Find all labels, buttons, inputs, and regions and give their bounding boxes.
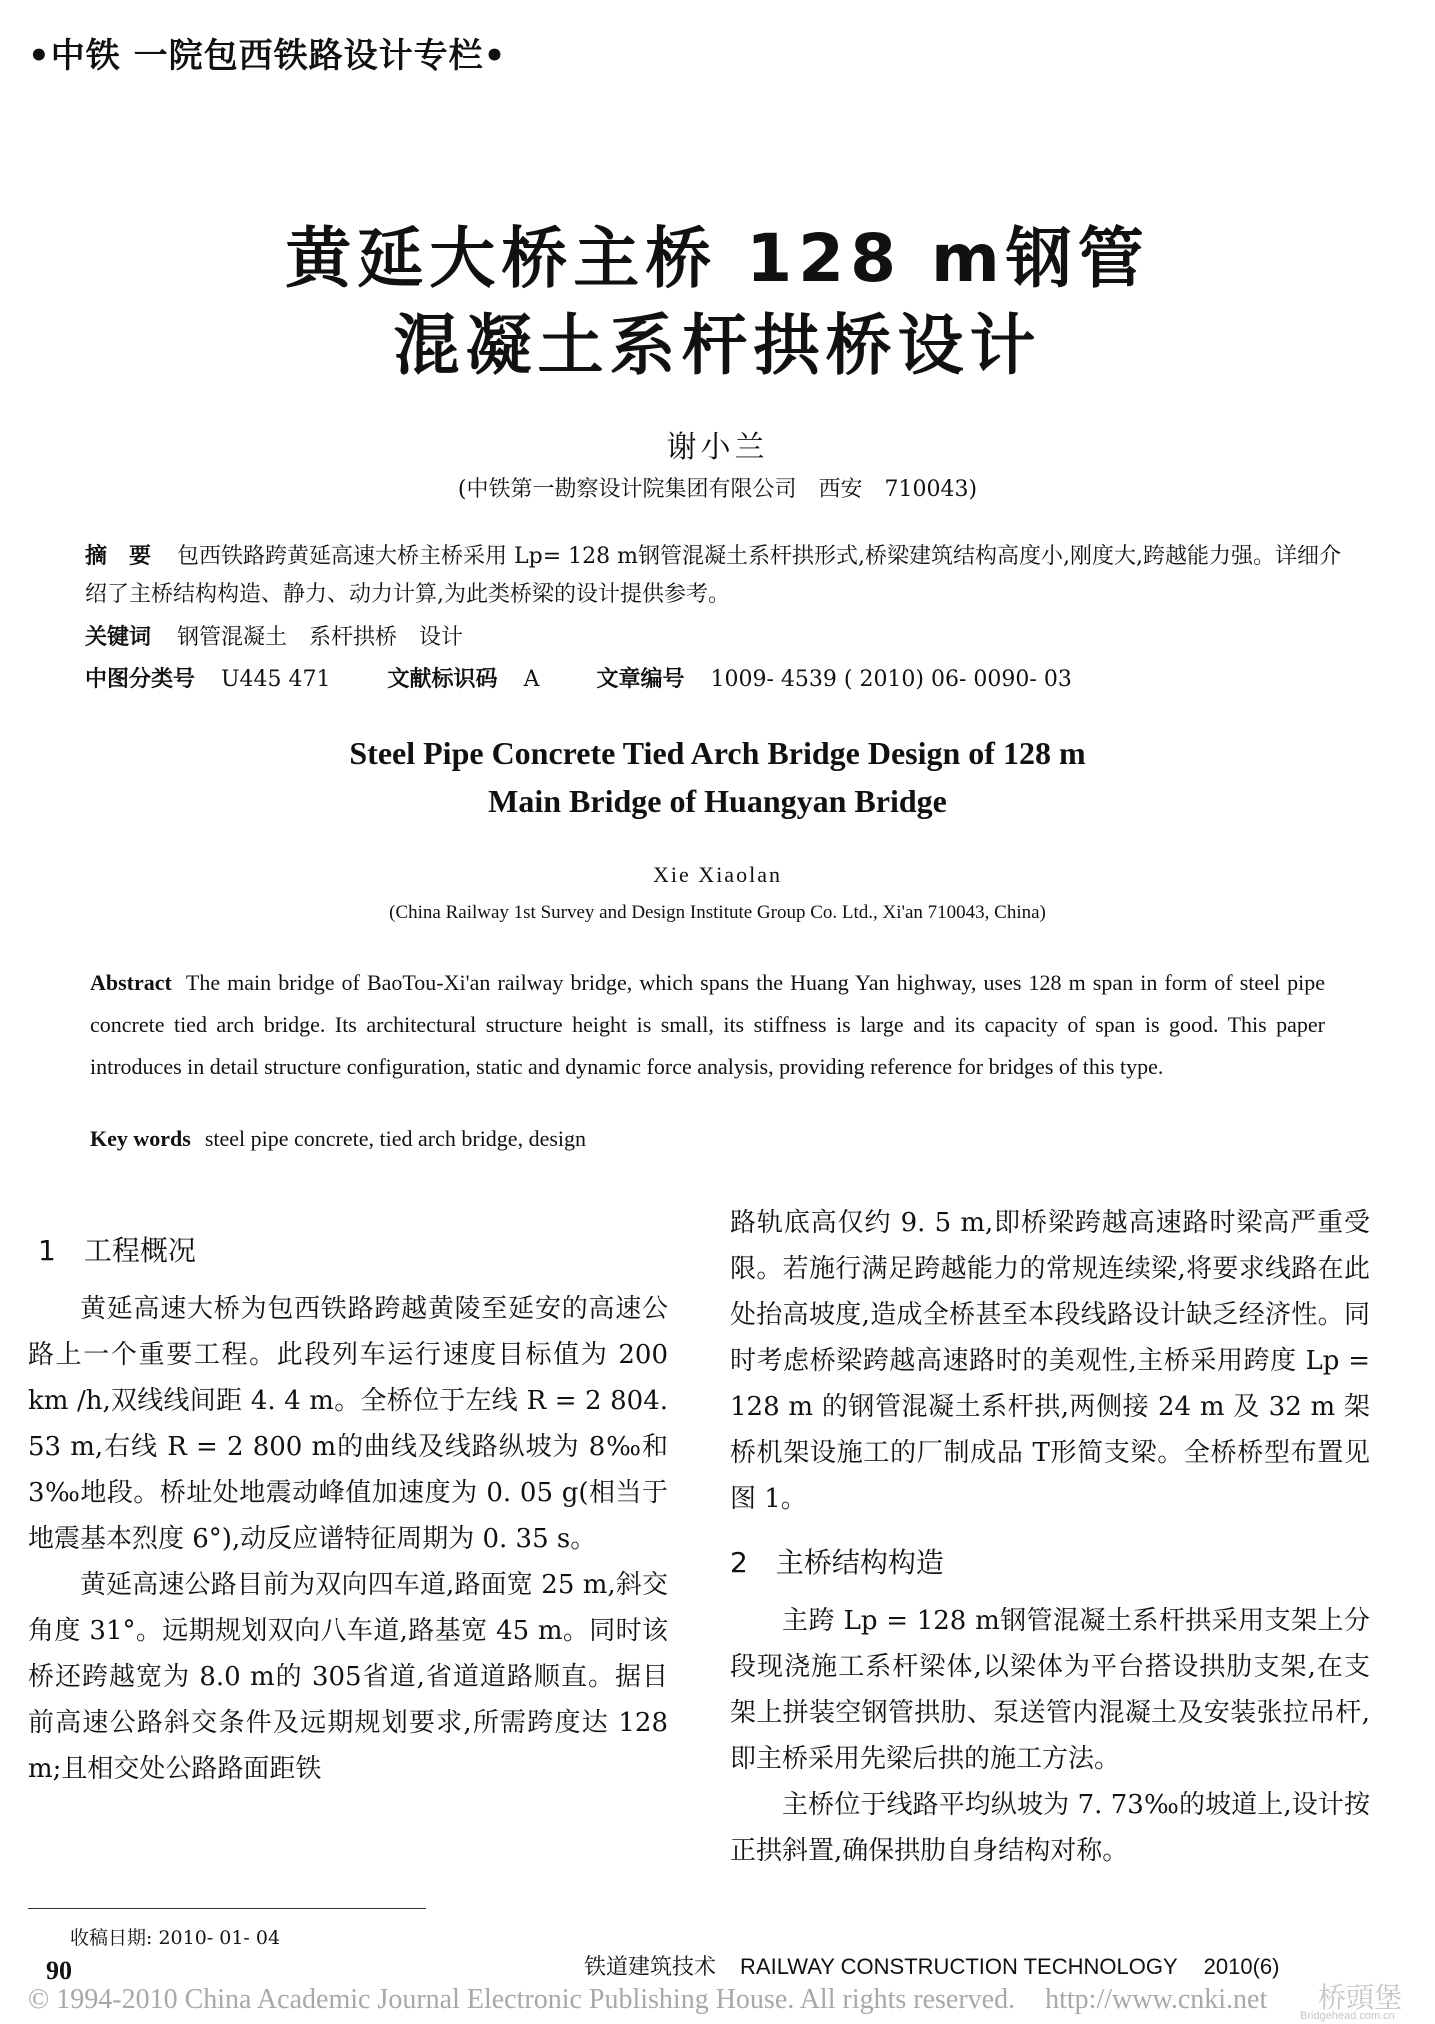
journal-name-en: RAILWAY CONSTRUCTION TECHNOLOGY bbox=[740, 1954, 1178, 1979]
section-1-paragraph-2-continued: 路轨底高仅约 9. 5 m,即桥梁跨越高速路时梁高严重受限。若施行满足跨越能力的常规连续梁,将要求线路在此处抬高坡度,造成全桥甚至本段线路设计缺乏经济性。同时考虑桥梁跨越高速路时的美观性,主桥采用跨度 Lp = 128 m 的钢管混凝土系杆拱,两侧接 24 m 及 32 m 架桥机架设施工的厂制成品 T形简支梁。全桥桥型布置见图 1。 bbox=[730, 1208, 1370, 1514]
author: 谢小兰 bbox=[666, 430, 769, 465]
abstract-en bbox=[90, 962, 1325, 1088]
abstract-en-label: Abstract bbox=[90, 970, 172, 995]
clc-value: U445 471 bbox=[221, 667, 331, 692]
journal-issue: 2010(6) bbox=[1203, 1954, 1280, 1979]
journal-name-cn: 铁道建筑技术 bbox=[584, 1955, 717, 1980]
journal-footer bbox=[584, 1950, 1279, 1981]
abstract-cn bbox=[85, 538, 1345, 614]
english-affiliation: (China Railway 1st Survey and Design Institute Group Co. Ltd., Xi'an 710043, China) bbox=[389, 902, 1046, 923]
section-1-heading: 1 工程概况 bbox=[38, 1234, 196, 1267]
section-2-paragraph-2: 主桥位于线路平均纵坡为 7. 73‰的坡道上,设计按正拱斜置,确保拱肋自身结构对称。 bbox=[730, 1790, 1370, 1866]
keywords-cn-label: 关键词 bbox=[85, 625, 152, 650]
affiliation: (中铁第一勘察设计院集团有限公司 西安 710043) bbox=[457, 477, 978, 502]
abstract-en-text: The main bridge of BaoTou-Xi'an railway bridge, which spans the Huang Yan highway, uses 128 m span in form of steel pipe concrete tied arch bridge. Its architectural structure height is small, its stiffness is large and its capacity of span is good. This paper introduces in detail structure configuration, static and dynamic force analysis, providing reference for bridges of this type. bbox=[90, 970, 1325, 1079]
article-no-label: 文章编号 bbox=[596, 667, 685, 692]
watermark-url: Bridgehead.com.cn bbox=[1300, 2010, 1395, 2022]
copyright-text: © 1994-2010 China Academic Journal Electronic Publishing House. All rights reserved. bbox=[28, 1984, 1016, 2015]
footnote-divider bbox=[28, 1908, 426, 1909]
section-2-paragraph-1: 主跨 Lp = 128 m钢管混凝土系杆拱采用支架上分段现浇施工系杆梁体,以梁体为平台搭设拱肋支架,在支架上拼装空钢管拱肋、泵送管内混凝土及安装张拉吊杆,即主桥采用先梁后拱的施工方法。 bbox=[730, 1606, 1370, 1774]
classification bbox=[85, 662, 1072, 693]
received-date: 收稿日期: 2010- 01- 04 bbox=[70, 1927, 281, 1949]
watermark-logo: 桥頭堡 bbox=[1318, 1981, 1403, 2014]
abstract-cn-label: 摘 要 bbox=[85, 544, 152, 569]
keywords-cn bbox=[85, 620, 463, 651]
english-author: Xie Xiaolan bbox=[653, 862, 782, 887]
left-column bbox=[28, 1228, 668, 1792]
copyright-url[interactable]: http://www.cnki.net bbox=[1045, 1984, 1268, 2015]
column-header: •中铁 一院包西铁路设计专栏• bbox=[28, 36, 507, 76]
keywords-en-text: steel pipe concrete, tied arch bridge, design bbox=[204, 1126, 587, 1151]
section-1-paragraph-1: 黄延高速大桥为包西铁路跨越黄陵至延安的高速公路上一个重要工程。此段列车运行速度目标值为 200 km /h,双线线间距 4. 4 m。全桥位于左线 R = 2 804. 53 m,右线 R = 2 800 m的曲线及线路纵坡为 8‰和 3‰地段。桥址处地震动峰值加速度为 0. 05 g(相当于地震基本烈度 6°),动反应谱特征周期为 0. 35 s。 bbox=[28, 1294, 668, 1554]
copyright-notice bbox=[28, 1984, 1267, 2016]
keywords-en bbox=[90, 1126, 586, 1152]
section-2-heading: 2 主桥结构构造 bbox=[730, 1546, 944, 1579]
english-title-line-2: Main Bridge of Huangyan Bridge bbox=[488, 783, 947, 819]
section-1-paragraph-2: 黄延高速公路目前为双向四车道,路面宽 25 m,斜交角度 31°。远期规划双向八车道,路基宽 45 m。同时该桥还跨越宽为 8.0 m的 305省道,省道道路顺直。据目前高速公路斜交条件及远期规划要求,所需跨度达 128 m;且相交处公路路面距铁 bbox=[28, 1570, 668, 1784]
abstract-cn-text: 包西铁路跨黄延高速大桥主桥采用 Lp= 128 m钢管混凝土系杆拱形式,桥梁建筑结构高度小,刚度大,跨越能力强。详细介绍了主桥结构构造、静力、动力计算,为此类桥梁的设计提供参考。 bbox=[85, 544, 1341, 607]
doc-code-label: 文献标识码 bbox=[387, 667, 498, 692]
article-no-value: 1009- 4539 ( 2010) 06- 0090- 03 bbox=[710, 667, 1072, 692]
page-number: 90 bbox=[46, 1956, 72, 1985]
doc-code-value: A bbox=[523, 667, 540, 692]
keywords-en-label: Key words bbox=[90, 1126, 191, 1151]
english-title-line-1: Steel Pipe Concrete Tied Arch Bridge Design of 128 m bbox=[349, 735, 1086, 771]
right-column bbox=[730, 1200, 1370, 1874]
clc-label: 中图分类号 bbox=[85, 667, 196, 692]
title-line-2: 混凝土系杆拱桥设计 bbox=[393, 307, 1042, 384]
keywords-cn-text: 钢管混凝土 系杆拱桥 设计 bbox=[177, 625, 464, 650]
title-line-1: 黄延大桥主桥 128 m钢管 bbox=[285, 220, 1150, 297]
